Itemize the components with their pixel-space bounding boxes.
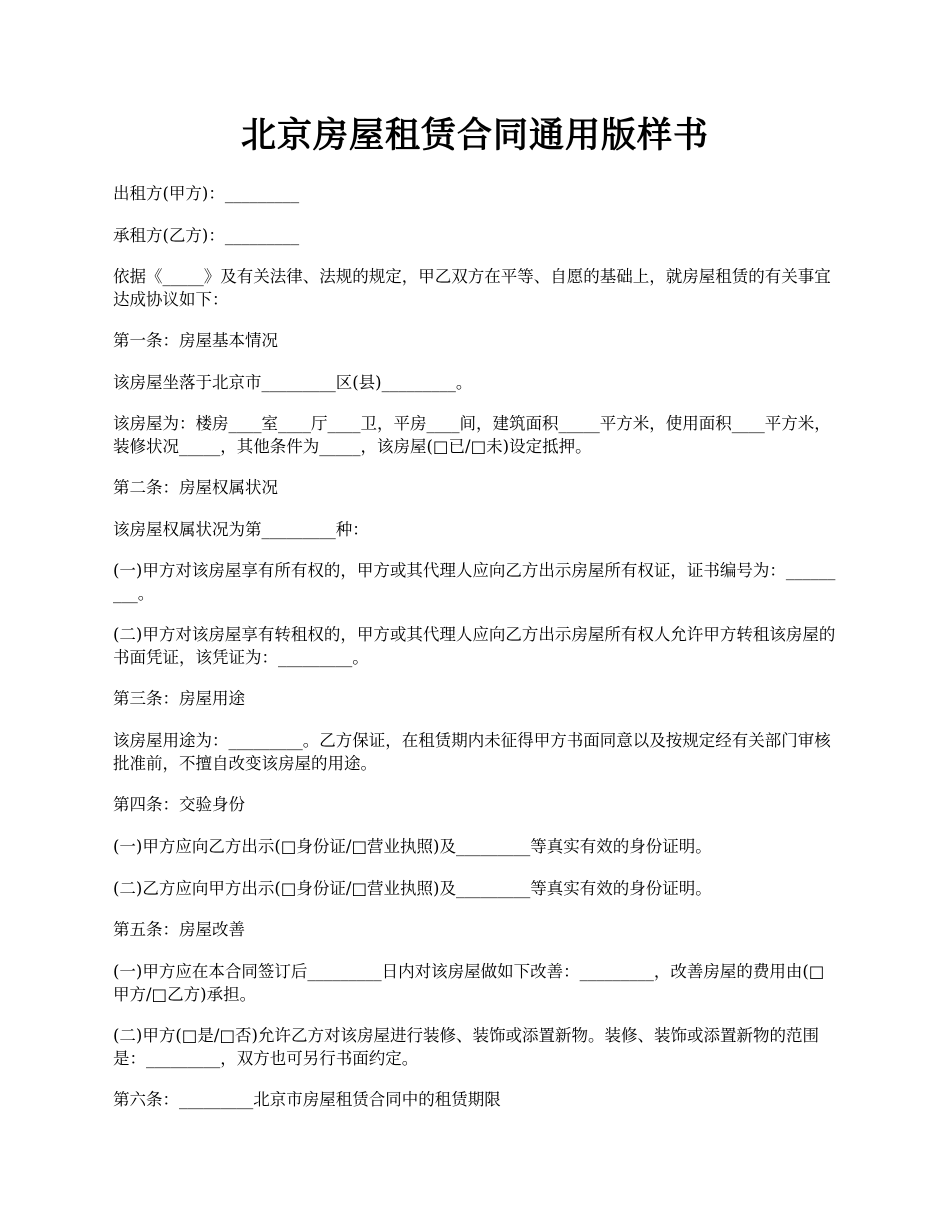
article-1-heading: 第一条：房屋基本情况: [113, 331, 278, 350]
article-6-heading: 第六条：_________北京市房屋租赁合同中的租赁期限: [113, 1090, 501, 1109]
article-3-heading: 第三条：房屋用途: [113, 689, 245, 708]
article-4-heading: 第四条：交验身份: [113, 795, 245, 814]
article-2-clause-2: (二)甲方对该房屋享有转租权的，甲方或其代理人应向乙方出示房屋所有权人允许甲方转租该房屋的书面凭证，该凭证为：_________。: [113, 625, 836, 667]
article-2-status: 该房屋权属状况为第_________种：: [113, 520, 369, 539]
lessor-line: 出租方(甲方)：_________: [113, 184, 300, 203]
article-5-heading: 第五条：房屋改善: [113, 920, 245, 939]
article-3-usage: 该房屋用途为：_________。乙方保证，在租赁期内未征得甲方书面同意以及按规定经有关部门审核批准前，不擅自改变该房屋的用途。: [113, 731, 831, 773]
article-2-heading: 第二条：房屋权属状况: [113, 478, 278, 497]
article-4-clause-1: (一)甲方应向乙方出示(□身份证/□营业执照)及_________等真实有效的身份证明。: [113, 837, 712, 856]
preamble-paragraph: 依据《_____》及有关法律、法规的规定，甲乙双方在平等、自愿的基础上，就房屋租赁的有关事宜达成协议如下：: [113, 267, 831, 309]
document-body: [113, 178, 840, 1111]
article-4-clause-2: (二)乙方应向甲方出示(□身份证/□营业执照)及_________等真实有效的身份证明。: [113, 879, 712, 898]
article-5-clause-1: (一)甲方应在本合同签订后_________日内对该房屋做如下改善：_________，改善房屋的费用由(□甲方/□乙方)承担。: [113, 962, 825, 1004]
article-5-clause-2: (二)甲方(□是/□否)允许乙方对该房屋进行装修、装饰或添置新物。装修、装饰或添置新物的范围是：_________，双方也可另行书面约定。: [113, 1026, 819, 1068]
document-title: 北京房屋租赁合同通用版样书: [240, 115, 709, 156]
article-1-location: 该房屋坐落于北京市_________区(县)_________。: [113, 373, 473, 392]
article-1-details: 该房屋为：楼房____室____厅____卫，平房____间，建筑面积_____平方米，使用面积____平方米，装修状况_____，其他条件为_____，该房屋(□已/□未)设定抵押。: [113, 414, 831, 456]
article-2-clause-1: (一)甲方对该房屋享有所有权的，甲方或其代理人应向乙方出示房屋所有权证，证书编号为：_________。: [113, 561, 836, 603]
lessee-line: 承租方(乙方)：_________: [113, 226, 300, 245]
